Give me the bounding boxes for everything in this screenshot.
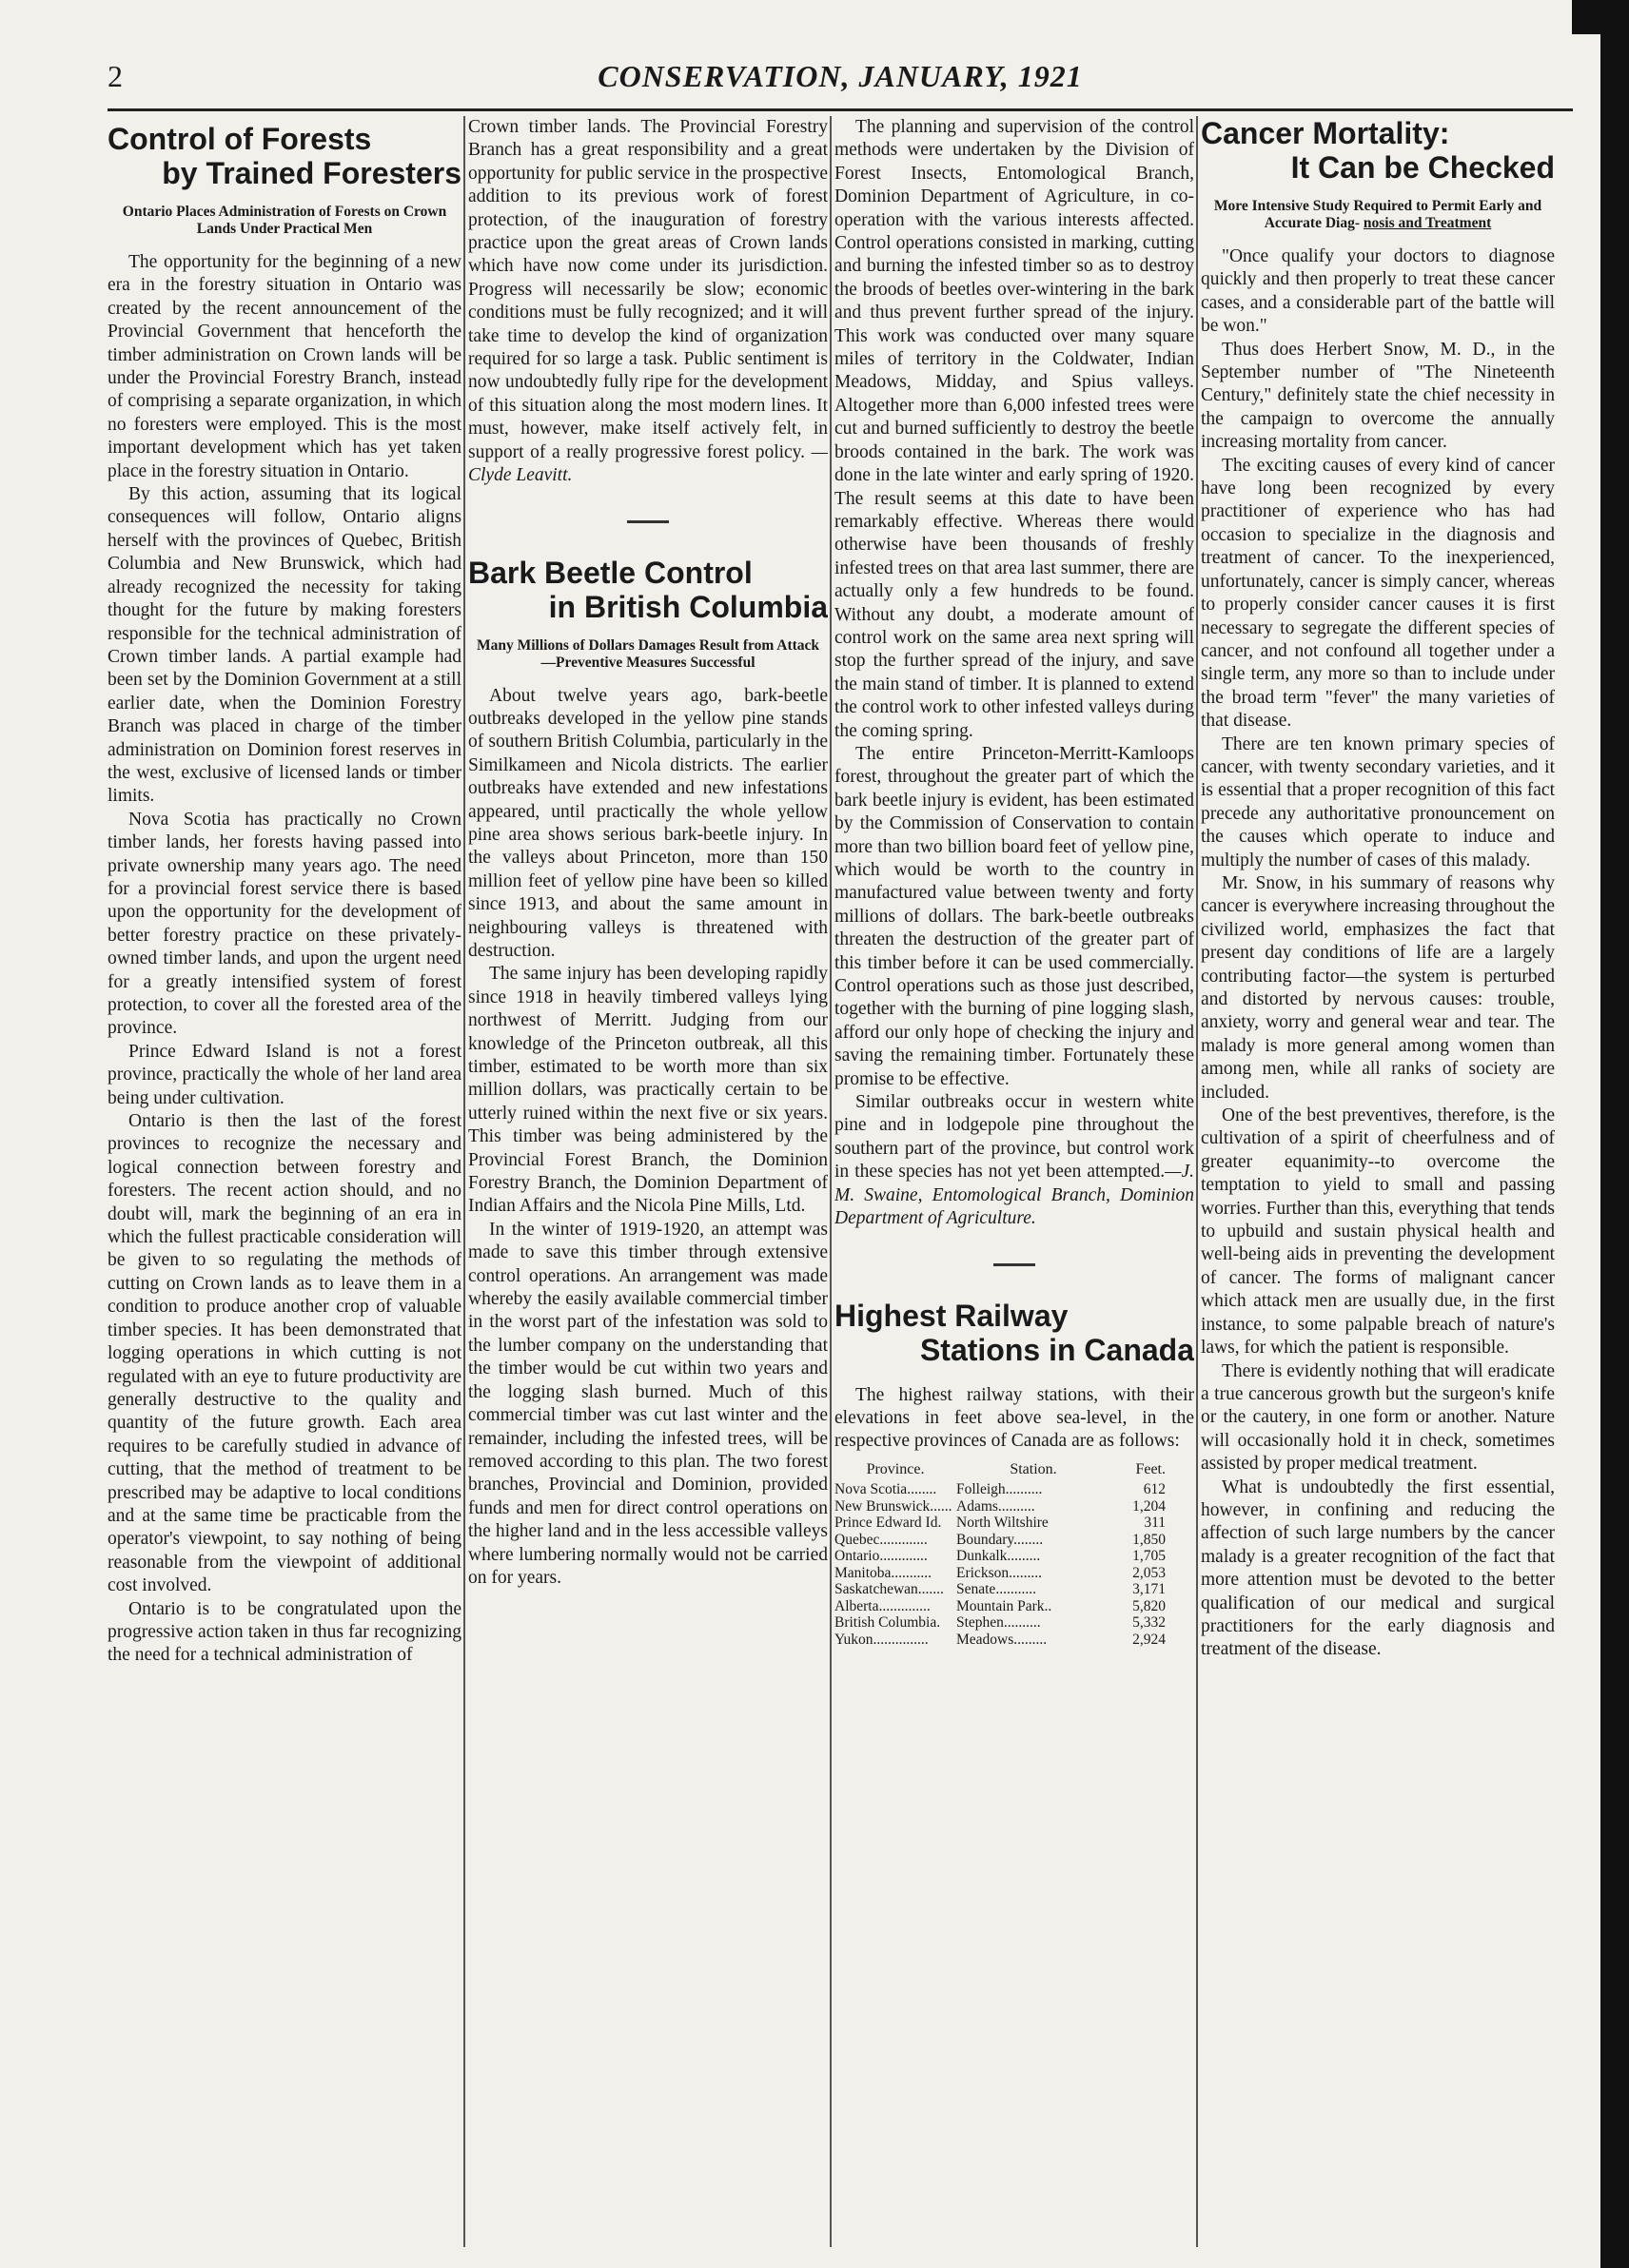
forests-paragraph: Prince Edward Island is not a forest province, practically the whole of her land area being under cultivation. (108, 1041, 461, 1108)
cell-province: Quebec............. (834, 1531, 928, 1548)
beetle-headline-line1: Bark Beetle Control (468, 555, 753, 590)
page-header (108, 59, 1573, 116)
forests-paragraph-text: Crown timber lands. The Provincial Forestry Branch has a great responsibility and a great opportunity for public service in the prospective addition to its previous work of forest protection, of the inauguration of forestry practice upon the great areas of Crown lands which have now come under its jurisdiction. Progress will necessarily be slow; economic conditions must be fully recognized; and it will take time to develop the kind of organization required for so large a task. Public sentiment is now undoubtedly fully ripe for the development of this situation along the most modern lines. It must, however, make itself actively felt, in support of a really progressive forest policy. (468, 117, 828, 462)
forests-headline-line1: Control of Forests (108, 122, 372, 156)
column-2 (468, 116, 828, 2247)
forests-paragraph: Ontario is then the last of the forest provinces to recognize the necessary and logical connection between forestry and foresters. The recent action should, and no doubt will, mark the beginning of an era in which the fullest practicable consideration will be given to so regulating the methods of cutting on Crown lands as to leave them in a condition to produce another crop of valuable timber species. It has been demonstrated that logging operations in which cutting is not regulated with an eye to future productivity are generally destructive to the quality and quantity of the future growth. Each area requires to be carefully studied in advance of cutting, that the method of treatment to be prescribed may be adaptive to local conditions and at the same time be practicable from the operator's viewpoint, to say nothing of being reasonable from the viewpoint of additional cost involved. (108, 1111, 461, 1596)
header-rule (108, 108, 1573, 111)
cancer-paragraph: What is undoubtedly the first essential, however, in confining and reducing the affection of such large numbers by the cancer malady is a greater recognition of the fact that more attention must be devoted to the better qualification of our medical and surgical practitioners for the early diagnosis and treatment of the disease. (1201, 1476, 1555, 1660)
table-row (834, 1565, 1194, 1582)
cancer-headline-line2: It Can be Checked (1290, 150, 1555, 185)
cell-station: Mountain Park.. (956, 1597, 1052, 1614)
beetle-byline: —J. M. Swaine, Entomological Branch, Dominion Department of Agriculture. (834, 1162, 1194, 1229)
cancer-deck (1207, 198, 1549, 232)
cancer-headline (1201, 116, 1555, 185)
cell-station: Dunkalk......... (956, 1548, 1041, 1565)
forests-byline: —Clyde Leavitt. (468, 441, 828, 486)
cell-province: Prince Edward Id. (834, 1515, 942, 1532)
forests-headline-line2: by Trained Foresters (162, 156, 461, 190)
beetle-paragraph: The entire Princeton-Merritt-Kamloops forest, throughout the greater part of which the bark beetle injury is evident, has been estimated by the Commission of Conservation to contain more than two billion board feet of yellow pine, which would be worth to the country in manufactured value between twenty and forty millions of dollars. The bark-beetle outbreaks threaten the destruction of the greater part of this timber before it can be used commercially. Control operations such as those just described, together with the burning of pine logging slash, afford our only hope of checking the injury and saving the remaining timber. Fortunately these promise to be effective. (834, 743, 1194, 1089)
table-header (834, 1461, 1194, 1478)
cancer-deck-line1: More Intensive Study Required to Permit Early and Accurate Diag- (1213, 198, 1542, 231)
cell-station: Senate........... (956, 1581, 1036, 1598)
beetle-deck: Many Millions of Dollars Damages Result from Attack—Preventive Measures Successful (476, 636, 820, 671)
cell-station: Adams.......... (956, 1497, 1035, 1515)
forests-paragraph-continued (468, 116, 828, 488)
beetle-paragraph: The planning and supervision of the control methods were undertaken by the Division of Forest Insects, Entomological Branch, Dominion Department of Agriculture, in co-operation with the various interests affected. Control operations consisted in marking, cutting and burning the infested timber so as to destroy the broods of beetles over-wintering in the bark and thus prevent further spread of the injury. This work was conducted over many square miles of territory in the Coldwater, Indian Meadows, Midday, and Spius valleys. Altogether more than 6,000 infested trees were cut and burned sufficiently to destroy the beetle broods contained in the bark. The work was done in the late winter and early spring of 1920. The result seems at this date to have been remarkably effective. Whereas there would otherwise have been thousands of freshly infested trees on that area last summer, there are actually only a few hundreds to be found. Without any doubt, a moderate amount of control work on the same area next spring will stop the further spread of the injury, and save the main stand of timber. It is planned to extend the control work to other infested valleys during the coming spring. (834, 117, 1194, 741)
beetle-paragraph: The same injury has been developing rapidly since 1918 in heavily timbered valleys lying northwest of Merritt. Judging from our knowledge of the Princeton outbreak, all this timber, estimated to be worth more than six million dollars, was practically certain to be utterly ruined within the next five or six years. This timber was being administered by the Provincial Forest Branch, the Dominion Forestry Branch, the Dominion Department of Indian Affairs and the Nicola Pine Mills, Ltd. (468, 964, 828, 1217)
cell-province: Nova Scotia........ (834, 1481, 937, 1498)
table-row (834, 1481, 1194, 1498)
cell-station: North Wiltshire (956, 1515, 1049, 1532)
beetle-paragraph-text: Similar outbreaks occur in western white pine and in lodgepole pine throughout the southern part of the province, but control work in these species has not yet been attempted. (834, 1092, 1194, 1183)
table-row (834, 1515, 1194, 1532)
column-header-province: Province. (866, 1460, 925, 1477)
table-row (834, 1532, 1194, 1549)
column-rule (1196, 116, 1198, 2247)
forests-paragraph: Ontario is to be congratulated upon the progressive action taken in thus far recognizing the need for a technical administration of (108, 1598, 461, 1666)
cell-feet: 3,171 (1132, 1581, 1166, 1598)
table-row (834, 1581, 1194, 1598)
cancer-deck-line2: nosis and Treatment (1363, 215, 1492, 231)
cell-province: Yukon............... (834, 1631, 929, 1648)
table-row (834, 1498, 1194, 1515)
cancer-paragraph: There is evidently nothing that will eradicate a true cancerous growth but the surgeon's knife or the cautery, in one form or another. Nature will occasionally hold it in check, sometimes assisted by proper medical treatment. (1201, 1360, 1555, 1475)
column-3 (834, 116, 1194, 2247)
cell-province: Saskatchewan....... (834, 1581, 944, 1598)
cell-feet: 1,850 (1132, 1531, 1166, 1548)
cancer-headline-line1: Cancer Mortality: (1201, 116, 1450, 150)
railway-stations-table (834, 1461, 1194, 1649)
cell-station: Erickson......... (956, 1564, 1042, 1581)
railway-headline (834, 1299, 1194, 1367)
column-header-feet: Feet. (1135, 1460, 1166, 1477)
beetle-headline (468, 556, 828, 624)
cell-feet: 5,332 (1132, 1614, 1166, 1632)
cancer-paragraph: Thus does Herbert Snow, M. D., in the September number of "The Nineteenth Century," definitely state the chief necessity in the campaign to overcome the annually increasing mortality from cancer. (1201, 339, 1555, 453)
article-separator (627, 520, 669, 523)
cell-station: Folleigh.......... (956, 1481, 1043, 1498)
cancer-paragraph: Mr. Snow, in his summary of reasons why cancer is everywhere increasing throughout the civilized world, emphasizes the fact that present day conditions of life are a largely contributing factor—the system is perturbed and distorted by nervous causes: trouble, anxiety, worry and general wear and tear. The malady is more general among women than among men, while all ranks of society are included. (1201, 872, 1555, 1103)
column-header-station: Station. (1010, 1460, 1057, 1477)
forests-headline (108, 122, 461, 190)
table-row (834, 1632, 1194, 1649)
cancer-paragraph: There are ten known primary species of cancer, with twenty secondary varieties, and it is essential that a proper recognition of this fact precede any authoritative pronouncement on the causes which operate to induce and multiply the number of cases of this malady. (1201, 733, 1555, 870)
cancer-paragraph: The exciting causes of every kind of cancer have long been recognized by every practitioner of experience who has had occasion to specialize in the diagnosis and treatment of cancer. To the inexperienced, unfortunately, cancer is simply cancer, whereas to properly consider cancer causes it is first necessary to segregate the different species of cancer, and not confound all together under a single term, any more so than to include under the broad term "fever" the many varieties of that disease. (1201, 455, 1555, 732)
cell-province: Manitoba........... (834, 1564, 932, 1581)
beetle-paragraph-final (834, 1091, 1194, 1230)
beetle-headline-line2: in British Columbia (548, 589, 828, 624)
forests-paragraph: The opportunity for the beginning of a new era in the forestry situation in Ontario was created by the recent announcement of the Provincial Government that henceforth the timber administration on Crown lands will be under the Provincial Forestry Branch, instead of comprising a separate organization, in which no foresters were employed. This is the most important development which has yet taken place in the forestry situation in Ontario. (108, 252, 461, 481)
column-rule (463, 116, 465, 2247)
cancer-paragraph: One of the best preventives, therefore, is the cultivation of a spirit of cheerfulness and of greater equanimity--to overcome the temptation to yield to small and passing worries. Further than this, everything that tends to upbuild and sustain physical health and well-being aids in preventing the development of cancer. The forms of malignant cancer which attack men are usually due, in the first instance, to some palpable breach of nature's laws, for which the patient is responsible. (1201, 1105, 1555, 1359)
railway-headline-line1: Highest Railway (834, 1298, 1069, 1333)
beetle-paragraph: In the winter of 1919-1920, an attempt was made to save this timber through extensive control operations. An arrangement was made whereby the easily available commercial timber in the worst part of the infestation was sold to the lumber company on the understanding that the timber would be cut within two years and the logging slash burned. Much of this commercial timber was cut last winter and the remainder, including the infested trees, will be removed according to this plan. The two forest branches, Provincial and Dominion, provided funds and men for direct control operations on the higher land and in the less accessible valleys where lumbering normally would not be carried on for years. (468, 1219, 828, 1588)
beetle-paragraph: About twelve years ago, bark-beetle outbreaks developed in the yellow pine stands of southern British Columbia, particularly in the Similkameen and Nicola districts. The earlier outbreaks have extended and new infestations appeared, until practically the whole yellow pine area shows serious bark-beetle injury. In the valleys about Princeton, more than 150 million feet of yellow pine have been so killed since 1913, and about the same amount in neighbouring valleys is threatened with destruction. (468, 685, 828, 961)
cell-feet: 5,820 (1132, 1597, 1166, 1614)
page-edge-shadow (1600, 0, 1629, 2268)
forests-deck: Ontario Places Administration of Forests on Crown Lands Under Practical Men (122, 204, 447, 237)
cell-feet: 311 (1144, 1515, 1166, 1532)
railway-headline-line2: Stations in Canada (919, 1332, 1194, 1367)
running-head: CONSERVATION, JANUARY, 1921 (598, 59, 1083, 93)
cell-station: Stephen.......... (956, 1614, 1041, 1632)
cell-feet: 1,204 (1132, 1497, 1166, 1515)
cell-station: Boundary........ (956, 1531, 1044, 1548)
railway-intro: The highest railway stations, with their elevations in feet above sea-level, in the respective provinces of Canada are as follows: (834, 1384, 1194, 1452)
table-row (834, 1598, 1194, 1615)
column-rule (830, 116, 832, 2247)
cancer-paragraph: "Once qualify your doctors to diagnose quickly and then properly to treat these cancer cases, and a considerable part of the battle will be won." (1201, 246, 1555, 337)
cell-province: New Brunswick...... (834, 1497, 952, 1515)
cell-feet: 612 (1143, 1481, 1166, 1498)
article-separator (993, 1263, 1035, 1266)
forests-paragraph: Nova Scotia has practically no Crown timber lands, her forests having passed into private ownership many years ago. The need for a provincial forest service there is based upon the opportunity for the development of better forestry practice on these privately-owned timber lands, and upon the urgent need for a greatly intensified system of forest protection, to cover all the forested area of the province. (108, 809, 461, 1039)
column-1 (108, 116, 461, 2247)
cell-feet: 2,053 (1132, 1564, 1166, 1581)
cell-province: British Columbia. (834, 1614, 941, 1632)
column-4 (1201, 116, 1555, 2247)
forests-paragraph: By this action, assuming that its logical consequences will follow, Ontario aligns herself with the provinces of Quebec, British Columbia and New Brunswick, which had already recognized the necessity for taking thought for the future by making foresters responsible for the technical administration of Crown timber lands. A partial example had been set by the Dominion Government at a still earlier date, when the Dominion Forestry Branch was placed in charge of the timber administration on Dominion forest reserves in the west, exclusive of licensed lands or timber limits. (108, 484, 461, 807)
cell-province: Ontario............. (834, 1548, 928, 1565)
cell-station: Meadows......... (956, 1631, 1048, 1648)
table-row (834, 1548, 1194, 1565)
cell-province: Alberta.............. (834, 1597, 931, 1614)
cell-feet: 2,924 (1132, 1631, 1166, 1648)
page-number: 2 (108, 59, 123, 93)
table-row (834, 1614, 1194, 1632)
cell-feet: 1,705 (1132, 1548, 1166, 1565)
